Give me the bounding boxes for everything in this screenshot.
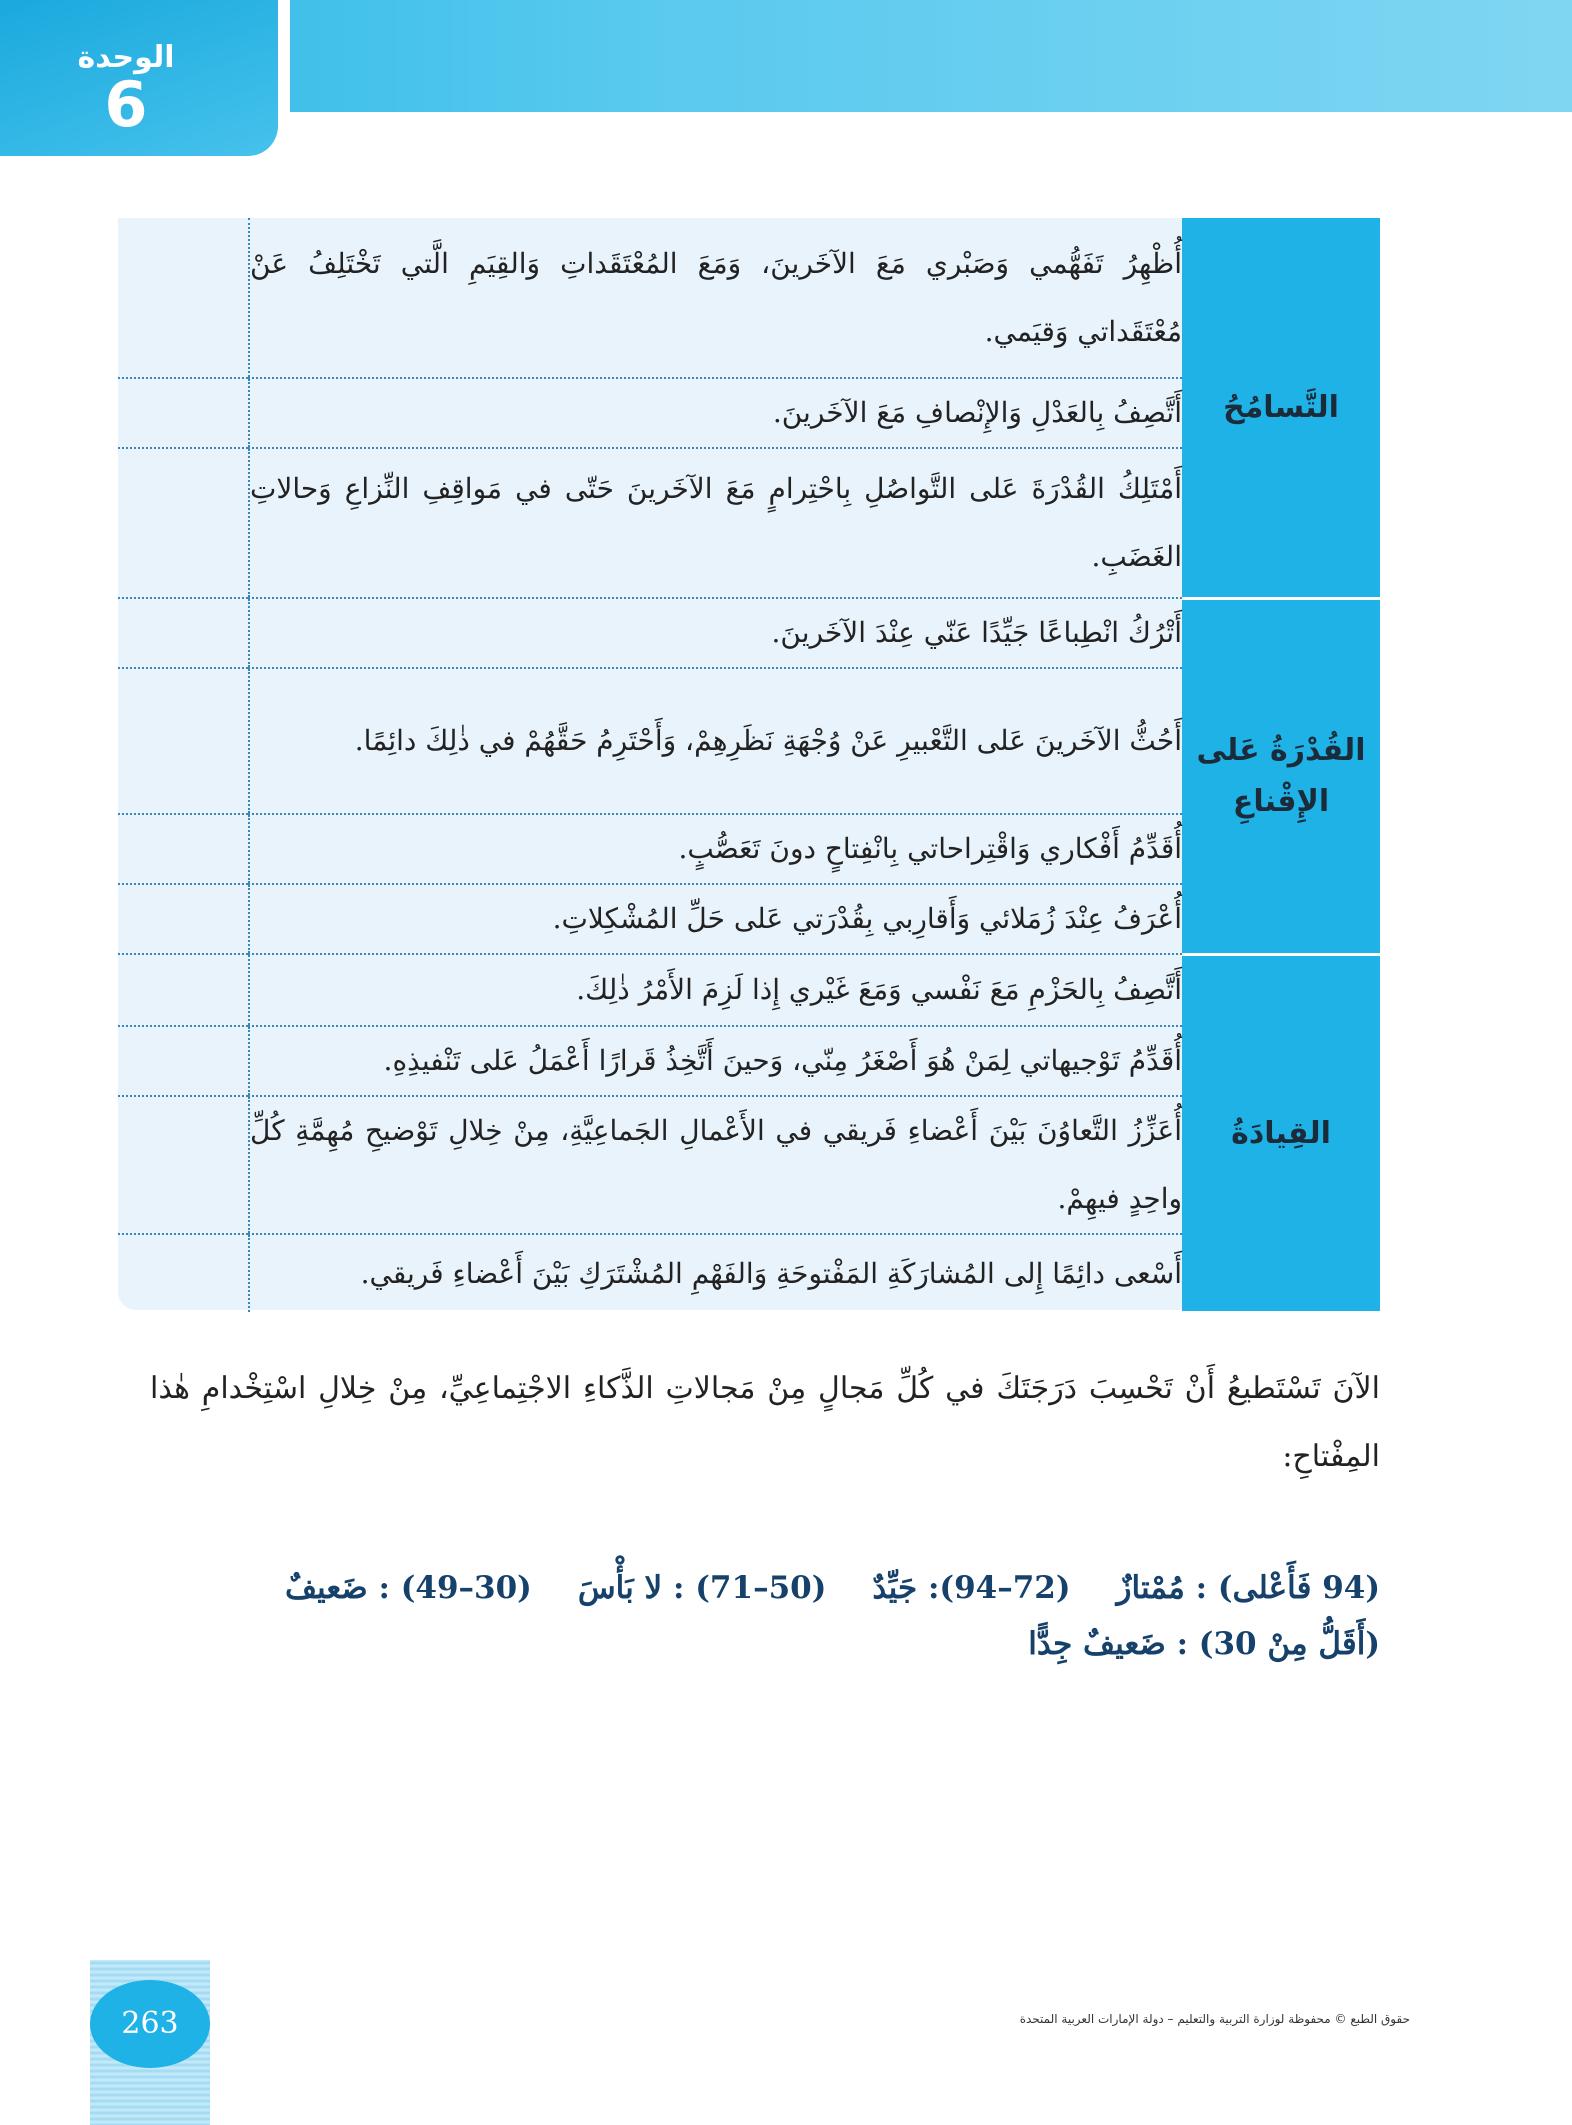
score-cell[interactable] <box>118 448 249 598</box>
skills-table <box>118 218 1380 1314</box>
unit-tab <box>0 0 290 168</box>
statement-cell: أَحُثُّ الآخَرينَ عَلى التَّعْبيرِ عَنْ وُجْهَةِ نَظَرِهِمْ، وَأَحْتَرِمُ حَقَّهُمْ في ذٰلِكَ دائِمًا. <box>249 668 1182 814</box>
skills-table-container <box>118 218 1378 1310</box>
score-cell[interactable] <box>118 598 249 668</box>
copyright-notice: حقوق الطبع © محفوظة لوزارة التربية والتعليم – دولة الإمارات العربية المتحدة <box>1019 2012 1410 2026</box>
table-row <box>118 218 1380 378</box>
page-number: 263 <box>90 1980 210 2068</box>
category-tolerance: التَّسامُحُ <box>1182 218 1380 598</box>
category-leadership: القِيادَةُ <box>1182 954 1380 1312</box>
instruction-paragraph: الآنَ تَسْتَطيعُ أَنْ تَحْسِبَ دَرَجَتَكَ في كُلِّ مَجالٍ مِنْ مَجالاتِ الذَّكاءِ الاجْتِماعِيِّ، مِنْ خِلالِ اسْتِخْدامِ هٰذا المِفْتاحِ: <box>150 1371 1380 1474</box>
statement-cell: أَتْرُكُ انْطِباعًا جَيِّدًا عَنّي عِنْدَ الآخَرينَ. <box>249 598 1182 668</box>
score-key <box>150 1560 1380 1672</box>
statement-cell: أَمْتَلِكُ القُدْرَةَ عَلى التَّواصُلِ بِاحْتِرامٍ مَعَ الآخَرينَ حَتّى في مَواقِفِ النِّزاعِ وَحالاتِ الغَضَبِ. <box>249 448 1182 598</box>
statement-cell: أُعَزِّزُ التَّعاوُنَ بَيْنَ أَعْضاءِ فَريقي في الأَعْمالِ الجَماعِيَّةِ، مِنْ خِلالِ تَوْضيحِ مُهِمَّةِ كُلِّ واحِدٍ فيهِمْ. <box>249 1096 1182 1234</box>
key-good: (72–94): جَيِّدٌ <box>872 1570 1071 1606</box>
statement-cell: أَتَّصِفُ بِالعَدْلِ وَالإِنْصافِ مَعَ الآخَرينَ. <box>249 378 1182 448</box>
score-cell[interactable] <box>118 814 249 884</box>
score-cell[interactable] <box>118 378 249 448</box>
score-key-line <box>150 1616 1380 1672</box>
statement-cell: أُقَدِّمُ أَفْكاري وَاقْتِراحاتي بِانْفِتاحٍ دونَ تَعَصُّبٍ. <box>249 814 1182 884</box>
statement-cell: أُقَدِّمُ تَوْجيهاتي لِمَنْ هُوَ أَصْغَرُ مِنّي، وَحينَ أَتَّخِذُ قَرارًا أَعْمَلُ عَلى تَنْفيذِهِ. <box>249 1026 1182 1096</box>
table-row <box>118 598 1380 668</box>
statement-cell: أُعْرَفُ عِنْدَ زُمَلائي وَأَقارِبي بِقُدْرَتي عَلى حَلِّ المُشْكِلاتِ. <box>249 884 1182 954</box>
score-cell[interactable] <box>118 218 249 378</box>
unit-badge <box>0 0 278 156</box>
statement-cell: أَتَّصِفُ بِالحَزْمِ مَعَ نَفْسي وَمَعَ غَيْري إِذا لَزِمَ الأَمْرُ ذٰلِكَ. <box>249 954 1182 1026</box>
score-cell[interactable] <box>118 668 249 814</box>
score-cell[interactable] <box>118 884 249 954</box>
key-very-weak: (أَقَلُّ مِنْ 30) : ضَعيفٌ جِدًّا <box>1028 1626 1380 1662</box>
score-cell[interactable] <box>118 1234 249 1312</box>
key-weak: (30–49) : ضَعيفٌ <box>284 1570 532 1606</box>
category-persuasion: القُدْرَةُ عَلى الإِقْناعِ <box>1182 598 1380 954</box>
key-fair: (50–71) : لا بَأْسَ <box>577 1570 827 1606</box>
unit-number: 6 <box>104 68 148 141</box>
score-cell[interactable] <box>118 954 249 1026</box>
statement-cell: أُظْهِرُ تَفَهُّمي وَصَبْري مَعَ الآخَرينَ، وَمَعَ المُعْتَقَداتِ وَالقِيَمِ الَّتي تَخْتَلِفُ عَنْ مُعْتَقَداتي وَقيَمي. <box>249 218 1182 378</box>
table-row <box>118 954 1380 1026</box>
statement-cell: أَسْعى دائِمًا إِلى المُشارَكَةِ المَفْتوحَةِ وَالفَهْمِ المُشْتَرَكِ بَيْنَ أَعْضاءِ فَريقي. <box>360 1256 1182 1290</box>
score-cell[interactable] <box>118 1096 249 1234</box>
score-cell[interactable] <box>118 1026 249 1096</box>
key-excellent: (94 فَأَعْلى) : مُمْتازٌ <box>1116 1570 1380 1606</box>
unit-label: الوحدة <box>77 40 175 75</box>
score-key-line <box>150 1560 1380 1616</box>
